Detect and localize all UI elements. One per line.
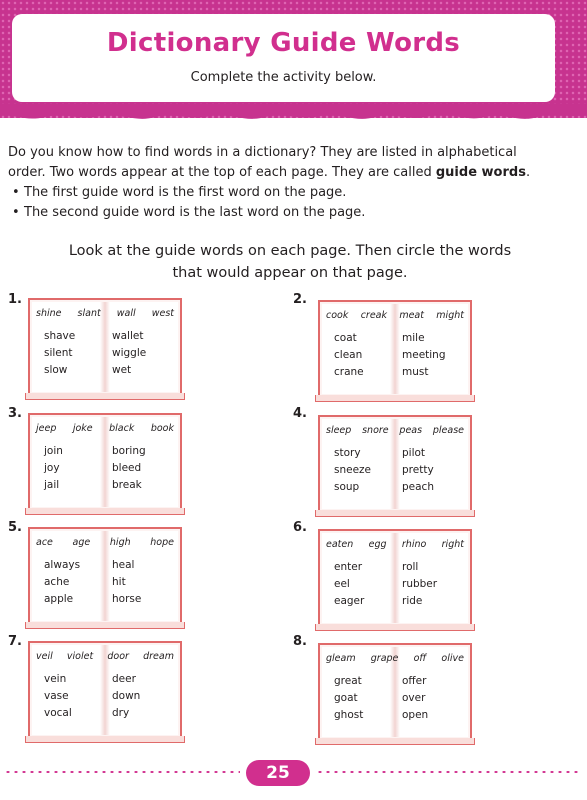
guide-word: please: [432, 425, 464, 436]
book-page-5: [28, 527, 182, 625]
book-page-3: [28, 413, 182, 511]
guide-word: sleep: [326, 425, 352, 436]
word-choice[interactable]: offer: [402, 675, 427, 687]
page-number: 25: [246, 760, 310, 786]
word-choice[interactable]: meeting: [402, 349, 446, 361]
book-page-7: [28, 641, 182, 739]
guide-word: shine: [36, 308, 62, 319]
guide-word: black: [109, 423, 135, 434]
intro-line-2: [8, 163, 568, 183]
word-choice[interactable]: shave: [44, 330, 76, 342]
word-choices: [44, 330, 174, 376]
guide-words: [326, 310, 464, 321]
guide-words-term: guide words: [435, 165, 526, 180]
dotted-line-right: [316, 770, 582, 774]
guide-words: [36, 423, 174, 434]
word-choice[interactable]: vase: [44, 690, 69, 702]
item-number: 7.: [8, 634, 22, 649]
word-choice[interactable]: pretty: [402, 464, 434, 476]
intro-line-2-end: .: [525, 165, 531, 180]
guide-word: jeep: [36, 423, 57, 434]
word-choices: [334, 447, 464, 493]
word-choice[interactable]: bleed: [112, 462, 142, 474]
guide-word: wall: [116, 308, 136, 319]
word-choice[interactable]: sneeze: [334, 464, 372, 476]
guide-word: west: [151, 308, 174, 319]
guide-word: joke: [72, 423, 93, 434]
guide-words: [326, 653, 464, 664]
word-choice[interactable]: coat: [334, 332, 357, 344]
word-choice[interactable]: open: [402, 709, 429, 721]
word-choice[interactable]: down: [112, 690, 141, 702]
word-choice[interactable]: crane: [334, 366, 364, 378]
word-choice[interactable]: vocal: [44, 707, 72, 719]
word-choice[interactable]: horse: [112, 593, 142, 605]
item-number: 4.: [293, 406, 307, 421]
book-page-2: [318, 300, 472, 398]
guide-word: dream: [143, 651, 174, 662]
word-choice[interactable]: jail: [44, 479, 60, 491]
word-choices: [334, 332, 464, 378]
word-choices: [334, 675, 464, 721]
guide-word: slant: [77, 308, 101, 319]
dotted-line-left: [4, 770, 240, 774]
guide-word: eaten: [326, 539, 354, 550]
guide-word: snore: [362, 425, 389, 436]
word-choice[interactable]: hit: [112, 576, 126, 588]
guide-words: [326, 425, 464, 436]
word-choice[interactable]: dry: [112, 707, 130, 719]
guide-word: olive: [441, 653, 464, 664]
word-choice[interactable]: heal: [112, 559, 135, 571]
word-choice[interactable]: story: [334, 447, 361, 459]
guide-word: grape: [370, 653, 399, 664]
guide-words: [326, 539, 464, 550]
word-choice[interactable]: clean: [334, 349, 363, 361]
book-page-6: [318, 529, 472, 627]
guide-word: age: [72, 537, 91, 548]
word-choice[interactable]: enter: [334, 561, 363, 573]
guide-words: [36, 308, 174, 319]
book-page-1: [28, 298, 182, 396]
word-choice[interactable]: eel: [334, 578, 350, 590]
guide-word: might: [436, 310, 464, 321]
word-choice[interactable]: goat: [334, 692, 358, 704]
word-choices: [44, 445, 174, 491]
guide-word: right: [441, 539, 464, 550]
word-choice[interactable]: deer: [112, 673, 136, 685]
guide-word: violet: [66, 651, 94, 662]
word-choice[interactable]: ride: [402, 595, 423, 607]
word-choice[interactable]: mile: [402, 332, 425, 344]
word-choice[interactable]: break: [112, 479, 142, 491]
word-choice[interactable]: vein: [44, 673, 67, 685]
word-choice[interactable]: eager: [334, 595, 365, 607]
word-choice[interactable]: silent: [44, 347, 73, 359]
word-choice[interactable]: ghost: [334, 709, 364, 721]
book-page-4: [318, 415, 472, 513]
guide-word: high: [109, 537, 131, 548]
word-choices: [334, 561, 464, 607]
instructions-line-2: that would appear on that page.: [172, 265, 408, 281]
instructions-line-1: Look at the guide words on each page. Then circle the words: [68, 243, 512, 259]
book-page-8: [318, 643, 472, 741]
bullet-item: • The first guide word is the first word on the page.: [8, 183, 568, 203]
word-choice[interactable]: pilot: [402, 447, 426, 459]
word-choice[interactable]: wiggle: [112, 347, 147, 359]
item-number: 2.: [293, 292, 307, 307]
word-choices: [44, 559, 174, 605]
intro-text: [8, 143, 568, 223]
instructions: [40, 240, 540, 284]
guide-word: hope: [150, 537, 174, 548]
intro-line-1: Do you know how to find words in a dictionary? They are listed in alphabetical: [8, 145, 517, 160]
banner-wave-edge: [0, 104, 587, 128]
page-title: Dictionary Guide Words: [106, 28, 461, 58]
item-number: 8.: [293, 634, 307, 649]
intro-bullets: [8, 183, 568, 223]
guide-word: creak: [360, 310, 387, 321]
word-choices: [44, 673, 174, 719]
word-choice[interactable]: boring: [112, 445, 146, 457]
word-choice[interactable]: rubber: [402, 578, 438, 590]
title-card: [12, 14, 555, 102]
guide-word: peas: [399, 425, 423, 436]
page-footer: [0, 758, 587, 788]
word-choice[interactable]: apple: [44, 593, 74, 605]
word-choice[interactable]: over: [402, 692, 426, 704]
word-choice[interactable]: always: [44, 559, 81, 571]
guide-words: [36, 651, 174, 662]
guide-word: meat: [399, 310, 424, 321]
item-number: 6.: [293, 520, 307, 535]
item-number: 5.: [8, 520, 22, 535]
guide-words: [36, 537, 174, 548]
guide-word: book: [150, 423, 174, 434]
word-choice[interactable]: join: [44, 445, 63, 457]
guide-word: rhino: [401, 539, 427, 550]
word-choice[interactable]: roll: [402, 561, 419, 573]
guide-word: egg: [368, 539, 387, 550]
guide-word: door: [107, 651, 129, 662]
word-choice[interactable]: wallet: [112, 330, 144, 342]
item-number: 3.: [8, 406, 22, 421]
word-choice[interactable]: must: [402, 366, 429, 378]
guide-word: gleam: [326, 653, 356, 664]
page-subtitle: Complete the activity below.: [190, 70, 377, 85]
word-choice[interactable]: wet: [112, 364, 132, 376]
guide-word: veil: [36, 651, 53, 662]
item-number: 1.: [8, 292, 22, 307]
guide-word: cook: [326, 310, 349, 321]
word-choice[interactable]: joy: [44, 462, 60, 474]
guide-word: ace: [36, 537, 53, 548]
word-choice[interactable]: great: [334, 675, 362, 687]
intro-line-2-text: order. Two words appear at the top of each page. They are called: [8, 165, 436, 180]
bullet-item: • The second guide word is the last word on the page.: [8, 203, 568, 223]
word-choice[interactable]: soup: [334, 481, 360, 493]
word-choice[interactable]: peach: [402, 481, 434, 493]
word-choice[interactable]: ache: [44, 576, 70, 588]
guide-word: off: [413, 653, 427, 664]
word-choice[interactable]: slow: [44, 364, 68, 376]
